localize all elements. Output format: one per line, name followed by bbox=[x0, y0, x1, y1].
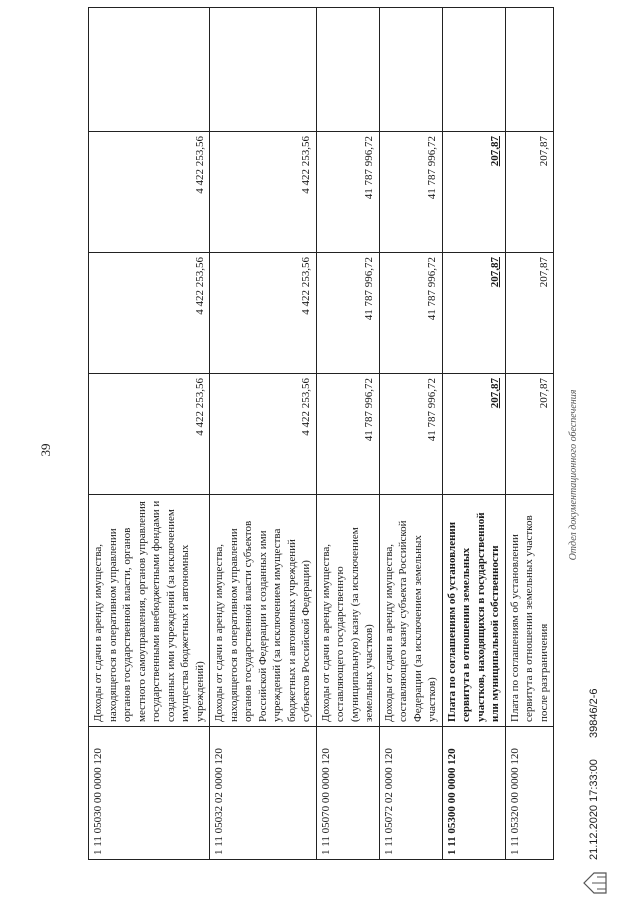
page-number: 39 bbox=[38, 443, 53, 457]
budget-code-cell: 1 11 05032 02 0000 120 bbox=[210, 727, 317, 860]
amount-cell-3: 207,87 bbox=[505, 132, 554, 253]
amount-cell-1: 41 787 996,72 bbox=[379, 374, 442, 495]
amount-cell-2: 4 422 253,56 bbox=[89, 253, 210, 374]
table-row bbox=[505, 8, 554, 860]
amount-cell-1: 4 422 253,56 bbox=[89, 374, 210, 495]
budget-code-cell: 1 11 05320 00 0000 120 bbox=[505, 727, 554, 860]
revenue-name-cell: Доходы от сдачи в аренду имущества, находящегося в оперативном управлении органов государственной власти, органов местного самоуправления, органов управления государственными внебюджетными фондами и созданных ими учреждений (за исключением имущества бюджетных и автономных учреждений) bbox=[89, 495, 210, 727]
amount-cell-1: 41 787 996,72 bbox=[316, 374, 379, 495]
amount-cell-2: 41 787 996,72 bbox=[379, 253, 442, 374]
budget-code-cell: 1 11 05030 00 0000 120 bbox=[89, 727, 210, 860]
footer-meta bbox=[588, 670, 600, 860]
footer-datetime: 21.12.2020 17:33:00 bbox=[588, 759, 600, 860]
amount-cell-2: 41 787 996,72 bbox=[316, 253, 379, 374]
empty-cell bbox=[442, 8, 505, 132]
revenue-name-cell: Доходы от сдачи в аренду имущества, составляющего казну субъекта Российской Федерации (за исключением земельных участков) bbox=[379, 495, 442, 727]
table-row bbox=[379, 8, 442, 860]
amount-cell-3: 4 422 253,56 bbox=[210, 132, 317, 253]
revenue-name-cell: Плата по соглашениям об установлении сервитута в отношении земельных участков после разграничения bbox=[505, 495, 554, 727]
table-row bbox=[210, 8, 317, 860]
empty-cell bbox=[379, 8, 442, 132]
budget-code-cell: 1 11 05070 00 0000 120 bbox=[316, 727, 379, 860]
office-stamp: Отдел документационного обеспечения bbox=[568, 389, 579, 561]
amount-cell-2: 207,87 bbox=[442, 253, 505, 374]
amount-cell-3: 4 422 253,56 bbox=[89, 132, 210, 253]
amount-cell-1: 4 422 253,56 bbox=[210, 374, 317, 495]
amount-cell-2: 207,87 bbox=[505, 253, 554, 374]
revenue-name-cell: Плата по соглашениям об установлении сервитута в отношении земельных участков, находящихся в государственной или муниципальной собственности bbox=[442, 495, 505, 727]
amount-cell-3: 207,87 bbox=[442, 132, 505, 253]
table-row bbox=[89, 8, 210, 860]
table-row bbox=[316, 8, 379, 860]
revenue-table bbox=[88, 7, 554, 860]
footer-doc-number: 39846/2-6 bbox=[588, 688, 600, 738]
amount-cell-1: 207,87 bbox=[505, 374, 554, 495]
table-row bbox=[442, 8, 505, 860]
empty-cell bbox=[89, 8, 210, 132]
empty-cell bbox=[316, 8, 379, 132]
amount-cell-2: 4 422 253,56 bbox=[210, 253, 317, 374]
budget-code-cell: 1 11 05072 02 0000 120 bbox=[379, 727, 442, 860]
empty-cell bbox=[505, 8, 554, 132]
revenue-name-cell: Доходы от сдачи в аренду имущества, находящегося в оперативном управлении органов государственной власти субъектов Российской Федерации и созданных ими учреждений (за исключением имущества бюджетных и автономных учреждений субъектов Российской Федерации) bbox=[210, 495, 317, 727]
empty-cell bbox=[210, 8, 317, 132]
revenue-name-cell: Доходы от сдачи в аренду имущества, составляющего государственную (муниципальную) казну (за исключением земельных участков) bbox=[316, 495, 379, 727]
amount-cell-1: 207,87 bbox=[442, 374, 505, 495]
amount-cell-3: 41 787 996,72 bbox=[379, 132, 442, 253]
emblem-icon bbox=[580, 869, 610, 897]
budget-code-cell: 1 11 05300 00 0000 120 bbox=[442, 727, 505, 860]
amount-cell-3: 41 787 996,72 bbox=[316, 132, 379, 253]
